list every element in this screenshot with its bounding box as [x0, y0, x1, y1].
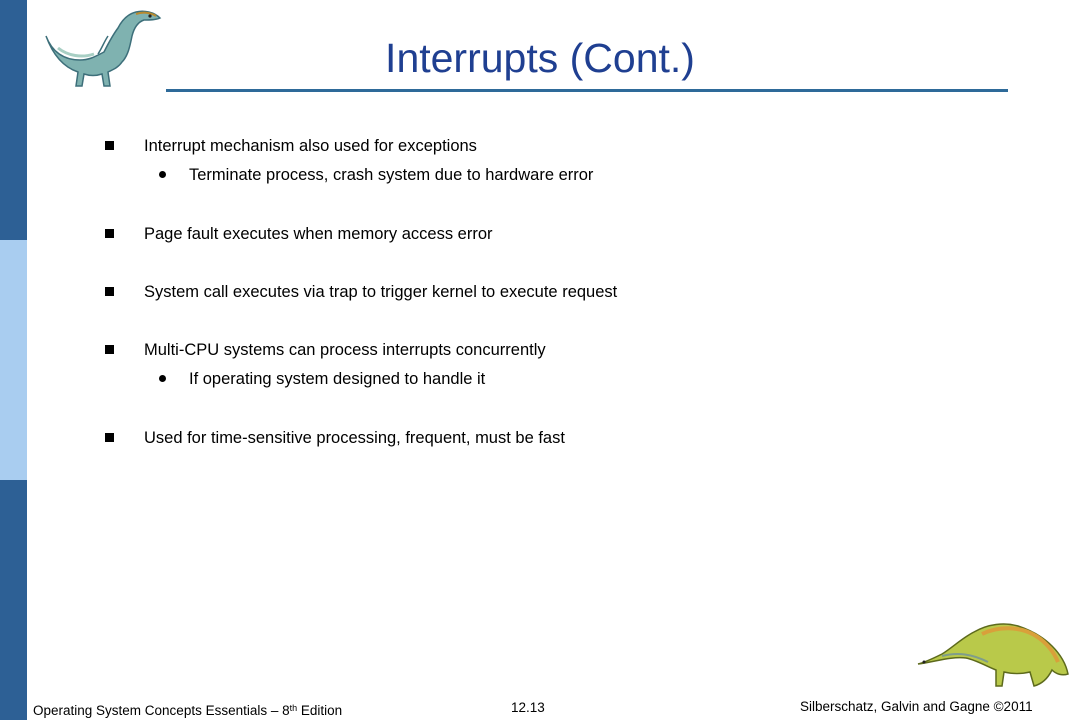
square-bullet-icon	[105, 229, 114, 238]
round-bullet-icon	[159, 171, 166, 178]
sub-bullet-text: Terminate process, crash system due to hardware error	[189, 166, 594, 184]
slide-title: Interrupts (Cont.)	[385, 35, 695, 81]
sub-bullet-text: If operating system designed to handle it	[189, 370, 486, 388]
square-bullet-icon	[105, 433, 114, 442]
sidebar-highlight	[0, 240, 27, 480]
footer-book-title	[33, 698, 342, 721]
square-bullet-icon	[105, 345, 114, 354]
dinosaur-footer-icon	[912, 612, 1072, 692]
footer-book-suffix: Edition	[297, 703, 343, 718]
square-bullet-icon	[105, 141, 114, 150]
bullet-text: Page fault executes when memory access error	[144, 225, 493, 243]
round-bullet-icon	[159, 375, 166, 382]
page-number: 12.13	[511, 700, 545, 715]
footer-book-prefix: Operating System Concepts Essentials – 8	[33, 703, 290, 718]
footer-copyright: Silberschatz, Galvin and Gagne ©2011	[800, 699, 1033, 714]
bullet-text: System call executes via trap to trigger kernel to execute request	[144, 283, 618, 301]
title-underline	[166, 89, 1008, 92]
bullet-text: Interrupt mechanism also used for exceptions	[144, 137, 477, 155]
bullet-text: Used for time-sensitive processing, frequent, must be fast	[144, 429, 565, 447]
square-bullet-icon	[105, 287, 114, 296]
footer-book-sup: th	[289, 703, 298, 713]
bullet-text: Multi-CPU systems can process interrupts concurrently	[144, 341, 546, 359]
